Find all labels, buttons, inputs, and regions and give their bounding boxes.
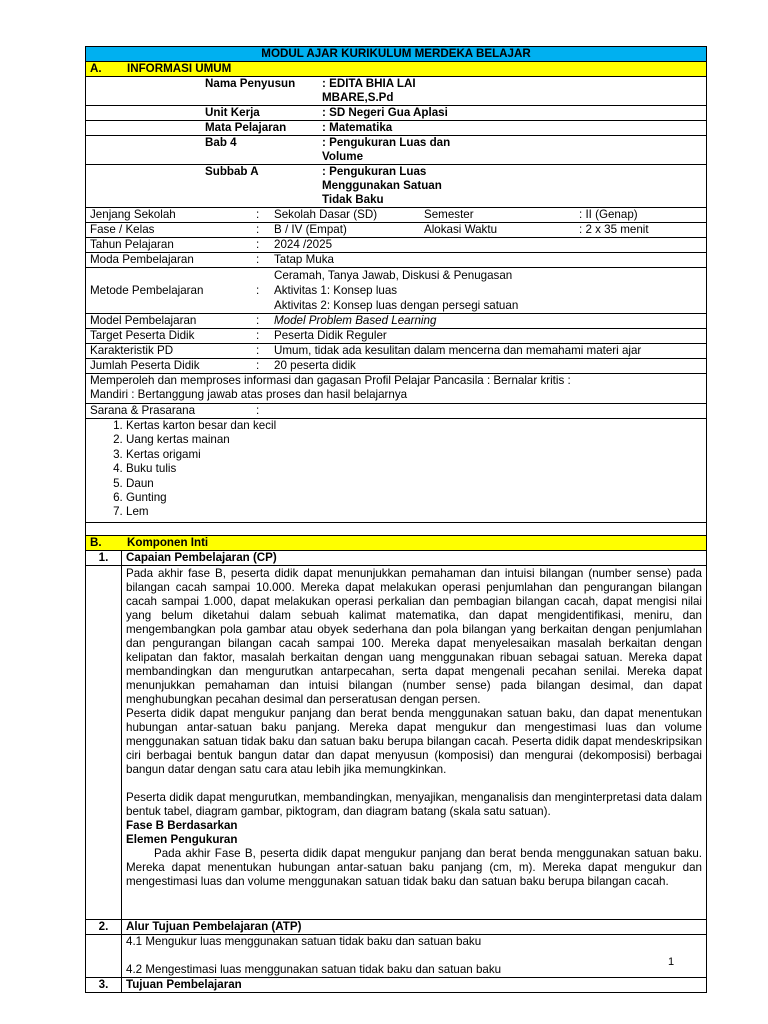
metode-line: Aktivitas 2: Konsep luas dengan persegi satuan (274, 299, 519, 312)
info-sep: : (256, 238, 260, 251)
info-label-2: Semester (424, 208, 474, 221)
section-b-letter: B. (90, 536, 102, 549)
page-number: 1 (668, 956, 675, 968)
list-item: 4. Buku tulis (126, 462, 702, 476)
info-value: Tatap Muka (274, 253, 334, 266)
header-value: : SD Negeri Gua Aplasi (322, 106, 448, 119)
cp-paragraph: Pada akhir Fase B, peserta didik dapat mengukur panjang dan berat benda menggunakan satuan baku. Mereka dapat menentukan hubungan antar-satuan baku panjang (cm, m). Mereka dapat mengukur dan mengestimasi luas dan volume menggunakan satuan tidak baku dan satuan baku berupa bilangan cacah. (126, 847, 703, 888)
header-label: Nama Penyusun (205, 77, 296, 90)
info-value: Model Problem Based Learning (274, 314, 437, 327)
profil-line: Memperoleh dan memproses informasi dan gagasan Profil Pelajar Pancasila : Bernalar kritis : (90, 374, 571, 387)
row-fase (86, 223, 707, 238)
list-item: 2. Uang kertas mainan (126, 433, 702, 447)
list-item: 1. Kertas karton besar dan kecil (126, 419, 702, 433)
list-item: 3. Kertas origami (126, 448, 702, 462)
document-title: MODUL AJAR KURIKULUM MERDEKA BELAJAR (86, 47, 707, 62)
cp-paragraph: Peserta didik dapat mengukur panjang dan berat benda menggunakan satuan baku, dan dapat menentukan hubungan antar-satuan baku panjang. Mereka dapat mengukur dan mengestimasi luas dan volume menggunakan satuan tidak baku dan satuan baku berupa bilangan cacah. Peserta didik dapat mendeskripsikan ciri berbagai bentuk bangun datar dan dapat menyusun (komposisi) dan mengurai (dekomposisi) berbagai bangun datar dengan satu cara atau lebih jika memungkinkan. (126, 707, 703, 776)
row-sarana-list (86, 419, 707, 523)
header-label: Bab 4 (205, 136, 237, 149)
row-karakteristik (86, 344, 707, 359)
info-sep: : (256, 404, 260, 417)
cp-title: Capaian Pembelajaran (CP) (122, 551, 707, 566)
list-item: 5. Daun (126, 477, 702, 491)
list-item: 6. Gunting (126, 491, 702, 505)
section-a-header (86, 62, 707, 77)
spacer-row (86, 523, 707, 536)
info-value: 20 peserta didik (274, 359, 356, 372)
info-label: Fase / Kelas (90, 223, 155, 236)
info-sep: : (256, 329, 260, 342)
info-label: Target Peserta Didik (90, 329, 195, 342)
info-value: 2024 /2025 (274, 238, 333, 251)
header-row-penyusun (86, 77, 707, 106)
info-sep: : (256, 253, 260, 266)
cp-paragraph: Peserta didik dapat mengurutkan, membandingkan, menyajikan, menganalisis dan menginterpretasi data dalam bentuk tabel, diagram gambar, piktogram, dan diagram batang (skala satu satuan). (126, 791, 703, 818)
row-jumlah (86, 359, 707, 374)
cp-number: 1. (86, 551, 122, 566)
atp-title: Alur Tujuan Pembelajaran (ATP) (122, 920, 707, 935)
row-moda (86, 253, 707, 268)
atp-content (122, 935, 707, 978)
header-label: Subbab A (205, 165, 259, 178)
atp-number-cell (86, 935, 122, 978)
info-sep: : (256, 223, 260, 236)
info-sep: : (256, 314, 260, 327)
metode-line: Aktivitas 1: Konsep luas (274, 284, 398, 297)
row-model (86, 314, 707, 329)
atp-number: 2. (86, 920, 122, 935)
row-jenjang (86, 208, 707, 223)
header-row-bab (86, 136, 707, 165)
atp-item: 4.2 Mengestimasi luas menggunakan satuan tidak baku dan satuan baku (126, 963, 502, 976)
section-b-label: Komponen Inti (127, 536, 209, 549)
metode-lines (274, 268, 702, 313)
info-label: Jumlah Peserta Didik (90, 359, 200, 372)
info-value: Umum, tidak ada kesulitan dalam mencerna dan memahami materi ajar (274, 344, 642, 357)
modul-ajar-table (85, 46, 707, 993)
header-row-unit (86, 106, 707, 121)
cp-paragraph: Pada akhir fase B, peserta didik dapat menunjukkan pemahaman dan intuisi bilangan (number sense) pada bilangan cacah sampai 10.000. Mereka dapat melakukan operasi penjumlahan dan pengurangan bilangan cacah sampai 1.000, dapat melakukan operasi perkalian dan pembagian bilangan cacah, dapat mengisi nilai yang belum diketahui dalam sebuah kalimat matematika, dan dapat mengidentifikasi, meniru, dan mengembangkan pola gambar atau obyek sederhana dan pola bilangan yang berkaitan dengan penjumlahan dan pengurangan bilangan cacah sampai 100. Mereka dapat menyelesaikan masalah berkaitan dengan kelipatan dan faktor, masalah berkaitan dengan uang menggunakan ribuan sebagai satuan. Mereka dapat membandingkan dan mengurutkan antarpecahan, serta dapat mengenali pecahan senilai. Mereka dapat menunjukkan pemahaman dan intuisi bilangan (number sense) pada bilangan desimal, dan dapat menghubungkan pecahan desimal dan perseratusan dengan persen. (126, 567, 703, 706)
info-sep: : (256, 344, 260, 357)
info-label: Jenjang Sekolah (90, 208, 176, 221)
info-value: B / IV (Empat) (274, 223, 347, 236)
header-value: : Pengukuran Luas Menggunakan Satuan Tidak Baku (322, 165, 442, 206)
info-label-2: Alokasi Waktu (424, 223, 498, 236)
header-row-subbab (86, 165, 707, 208)
info-label: Metode Pembelajaran (90, 283, 204, 297)
info-label: Model Pembelajaran (90, 314, 197, 327)
blank-line (126, 949, 702, 963)
metode-line: Ceramah, Tanya Jawab, Diskusi & Penugasan (274, 269, 513, 282)
sarana-list (90, 419, 702, 520)
fase-heading: Fase B Berdasarkan (126, 819, 238, 832)
header-value: : Matematika (322, 121, 393, 134)
section-a-letter: A. (90, 62, 102, 75)
info-value-2: : II (Genap) (579, 208, 638, 221)
cp-number-cell (86, 566, 122, 920)
info-label: Sarana & Prasarana (90, 404, 196, 417)
row-target (86, 329, 707, 344)
atp-item: 4.1 Mengukur luas menggunakan satuan tidak baku dan satuan baku (126, 935, 482, 948)
info-sep: : (256, 359, 260, 372)
elemen-heading: Elemen Pengukuran (126, 833, 238, 846)
tp-title: Tujuan Pembelajaran (122, 978, 707, 993)
info-label: Tahun Pelajaran (90, 238, 174, 251)
info-sep: : (256, 283, 260, 297)
info-value-2: : 2 x 35 menit (579, 223, 649, 236)
document-page (85, 46, 706, 993)
section-b-header (86, 536, 707, 551)
cp-content (122, 566, 707, 920)
blank-line (126, 777, 702, 791)
profil-line: Mandiri : Bertanggung jawab atas proses dan hasil belajarnya (90, 388, 408, 401)
header-value: : Pengukuran Luas dan Volume (322, 136, 451, 163)
list-item: 7. Lem (126, 505, 702, 519)
info-label: Karakteristik PD (90, 344, 174, 357)
info-value: Peserta Didik Reguler (274, 329, 387, 342)
header-label: Mata Pelajaran (205, 121, 287, 134)
header-value: : EDITA BHIA LAI MBARE,S.Pd (322, 77, 416, 104)
section-a-label: INFORMASI UMUM (127, 62, 232, 75)
info-value: Sekolah Dasar (SD) (274, 208, 378, 221)
header-label: Unit Kerja (205, 106, 260, 119)
row-profil (86, 374, 707, 404)
info-label: Moda Pembelajaran (90, 253, 194, 266)
info-sep: : (256, 208, 260, 221)
header-row-mapel (86, 121, 707, 136)
tp-number: 3. (86, 978, 122, 993)
row-tahun (86, 238, 707, 253)
row-metode (86, 268, 707, 314)
row-sarana (86, 404, 707, 419)
